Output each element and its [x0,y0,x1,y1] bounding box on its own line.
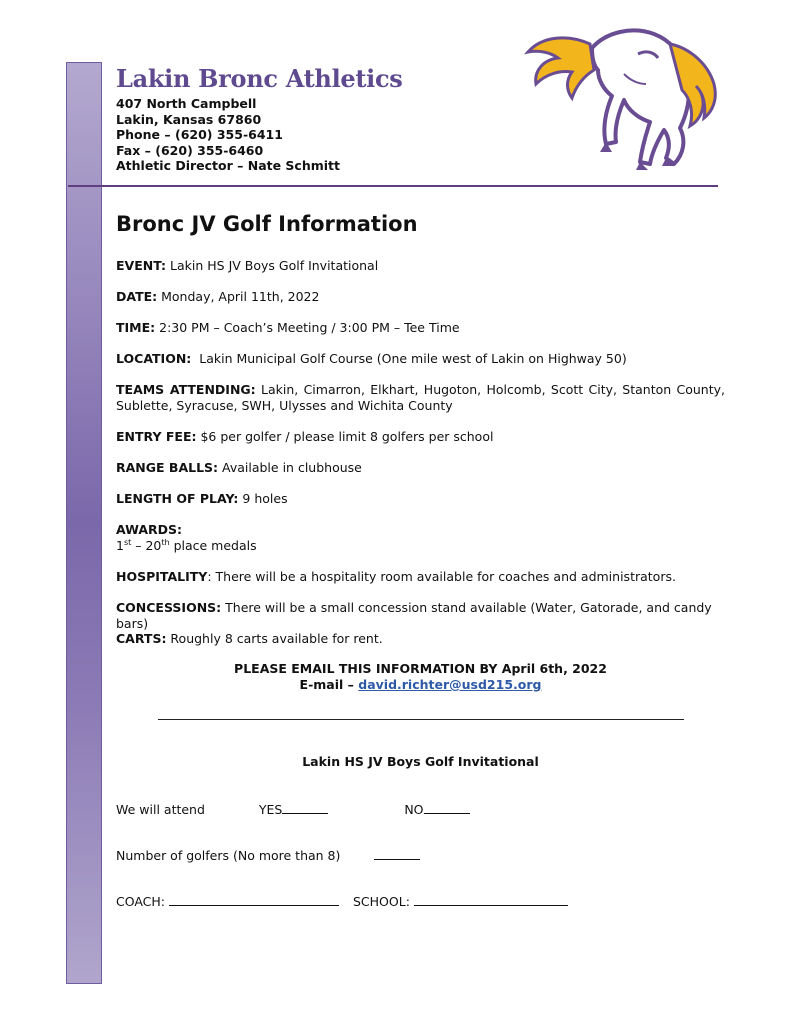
school-label: SCHOOL: [352,894,410,909]
concessions-line [116,600,725,632]
length-of-play-line [116,491,725,507]
header-divider [68,185,718,187]
range-balls-value: Available in clubhouse [218,460,362,475]
no-blank[interactable] [424,801,470,814]
attend-row [116,801,470,817]
school-blank[interactable] [414,893,568,906]
yes-blank[interactable] [282,801,328,814]
awards-value: 1st – 20th place medals [116,537,257,553]
entry-fee-label: ENTRY FEE: [116,429,197,444]
bronco-mascot-logo [520,14,730,176]
time-label: TIME: [116,320,156,335]
awards-block [116,522,725,554]
location-value: Lakin Municipal Golf Course (One mile west of Lakin on Highway 50) [191,351,627,366]
coach-label: COACH: [116,894,166,909]
range-balls-line [116,460,725,476]
time-value: 2:30 PM – Coach’s Meeting / 3:00 PM – Tee Time [155,320,460,335]
entry-fee-line [116,429,725,445]
email-line: E-mail – david.richter@usd215.org [299,677,542,692]
entry-fee-value: $6 per golfer / please limit 8 golfers per school [196,429,494,444]
time-line [116,320,725,336]
hospitality-value: : There will be a hospitality room available for coaches and administrators. [207,569,676,584]
email-link[interactable]: david.richter@usd215.org [358,677,542,692]
carts-label: CARTS: [116,631,167,646]
email-deadline: PLEASE EMAIL THIS INFORMATION BY April 6th, 2022 [234,661,607,676]
no-label: NO [404,802,424,817]
date-line [116,289,725,305]
concessions-value: There will be a small concession stand available (Water, Gatorade, and candy bars) [116,600,712,631]
length-of-play-label: LENGTH OF PLAY: [116,491,239,506]
location-label: LOCATION: [116,351,192,366]
range-balls-label: RANGE BALLS: [116,460,219,475]
org-title: Lakin Bronc Athletics [116,64,403,93]
hospitality-label: HOSPITALITY [116,569,208,584]
side-decorative-bar [66,62,102,984]
date-value: Monday, April 11th, 2022 [157,289,320,304]
address-street: 407 North Campbell [116,96,257,111]
teams-value: Lakin, Cimarron, Elkhart, Hugoton, Holcomb, Scott City, Stanton County, Sublette, Syracuse, SWH, Ulysses and Wichita County [116,382,725,413]
length-of-play-value: 9 holes [238,491,288,506]
teams-line [116,382,725,414]
event-value: Lakin HS JV Boys Golf Invitational [166,258,379,273]
date-label: DATE: [116,289,158,304]
section-heading: Bronc JV Golf Information [116,212,418,236]
golfers-label: Number of golfers (No more than 8) [116,848,341,863]
golfers-blank[interactable] [374,847,420,860]
teams-label: TEAMS ATTENDING: [116,382,256,397]
awards-label: AWARDS: [116,522,183,537]
address-phone: Phone – (620) 355-6411 [116,127,283,142]
hospitality-line [116,569,725,585]
carts-line [116,631,725,647]
location-line [116,351,725,367]
coach-blank[interactable] [169,893,339,906]
email-notice [116,661,725,693]
event-label: EVENT: [116,258,167,273]
address-city: Lakin, Kansas 67860 [116,111,262,127]
golfers-row [116,847,420,863]
athletic-director: Athletic Director – Nate Schmitt [116,158,340,173]
carts-value: Roughly 8 carts available for rent. [166,631,383,646]
event-line [116,258,725,274]
address-block [116,96,340,174]
form-title: Lakin HS JV Boys Golf Invitational [302,754,539,769]
cut-line-divider [158,719,684,720]
address-fax: Fax – (620) 355-6460 [116,142,264,158]
coach-school-row [116,893,568,909]
attend-label: We will attend [116,802,205,817]
concessions-label: CONCESSIONS: [116,600,222,615]
yes-label: YES [258,802,283,817]
